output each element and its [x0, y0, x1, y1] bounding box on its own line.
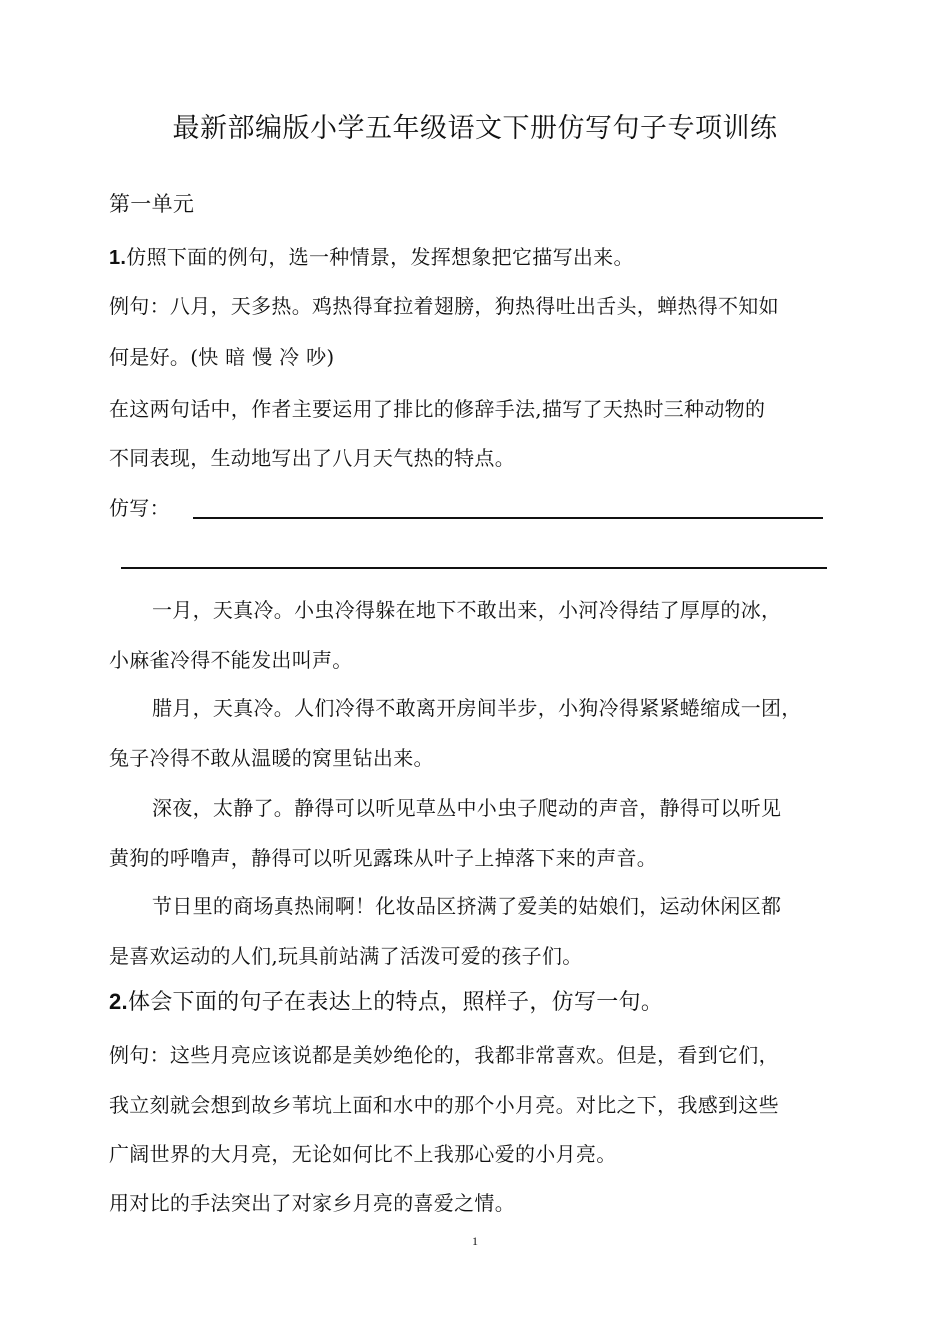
- imitate-label: 仿写：: [109, 496, 170, 520]
- question-2-number: 2.: [109, 989, 128, 1014]
- answer-2-line-2: 兔子冷得不敢从温暖的窝里钻出来。: [109, 746, 434, 770]
- question-2-prompt: [109, 985, 663, 1016]
- q2-analysis: 用对比的手法突出了对家乡月亮的喜爱之情。: [109, 1191, 515, 1215]
- q2-example-line-3: 广阔世界的大月亮，无论如何比不上我那心爱的小月亮。: [109, 1142, 617, 1166]
- answer-1-line-1: 一月，天真冷。小虫冷得躲在地下不敢出来，小河冷得结了厚厚的冰，: [152, 598, 782, 622]
- answer-2-line-1: 腊月，天真冷。人们冷得不敢离开房间半步，小狗冷得紧紧蜷缩成一团，: [152, 696, 802, 720]
- page-number: 1: [472, 1234, 478, 1248]
- q1-analysis-line-2: 不同表现，生动地写出了八月天气热的特点。: [109, 446, 515, 470]
- q1-example-line-1: 例句：八月，天多热。鸡热得耷拉着翅膀，狗热得吐出舌头，蝉热得不知如: [109, 294, 779, 318]
- document-title: 最新部编版小学五年级语文下册仿写句子专项训练: [172, 113, 778, 144]
- q2-example-line-2: 我立刻就会想到故乡苇坑上面和水中的那个小月亮。对比之下，我感到这些: [109, 1093, 779, 1117]
- q1-analysis-line-1: 在这两句话中，作者主要运用了排比的修辞手法,描写了天热时三种动物的: [109, 397, 766, 421]
- answer-blank-line-2[interactable]: [121, 567, 827, 569]
- question-1-number: 1.: [109, 247, 127, 269]
- q1-example-line-2: 何是好。(快 暗 慢 冷 吵): [109, 345, 335, 369]
- answer-4-line-2: 是喜欢运动的人们,玩具前站满了活泼可爱的孩子们。: [109, 944, 583, 968]
- answer-3-line-2: 黄狗的呼噜声，静得可以听见露珠从叶子上掉落下来的声音。: [109, 846, 658, 870]
- answer-blank-line-1[interactable]: [193, 517, 823, 519]
- unit-heading: 第一单元: [109, 192, 195, 216]
- answer-4-line-1: 节日里的商场真热闹啊！化妆品区挤满了爱美的姑娘们，运动休闲区都: [152, 894, 782, 918]
- q2-example-line-1: 例句：这些月亮应该说都是美妙绝伦的，我都非常喜欢。但是，看到它们，: [109, 1043, 779, 1067]
- answer-3-line-1: 深夜，太静了。静得可以听见草丛中小虫子爬动的声音，静得可以听见: [152, 796, 782, 820]
- question-1-prompt: [109, 241, 634, 270]
- question-2-text: 体会下面的句子在表达上的特点，照样子，仿写一句。: [127, 990, 664, 1015]
- question-1-text: 仿照下面的例句，选一种情景，发挥想象把它描写出来。: [126, 245, 634, 269]
- answer-1-line-2: 小麻雀冷得不能发出叫声。: [109, 648, 353, 672]
